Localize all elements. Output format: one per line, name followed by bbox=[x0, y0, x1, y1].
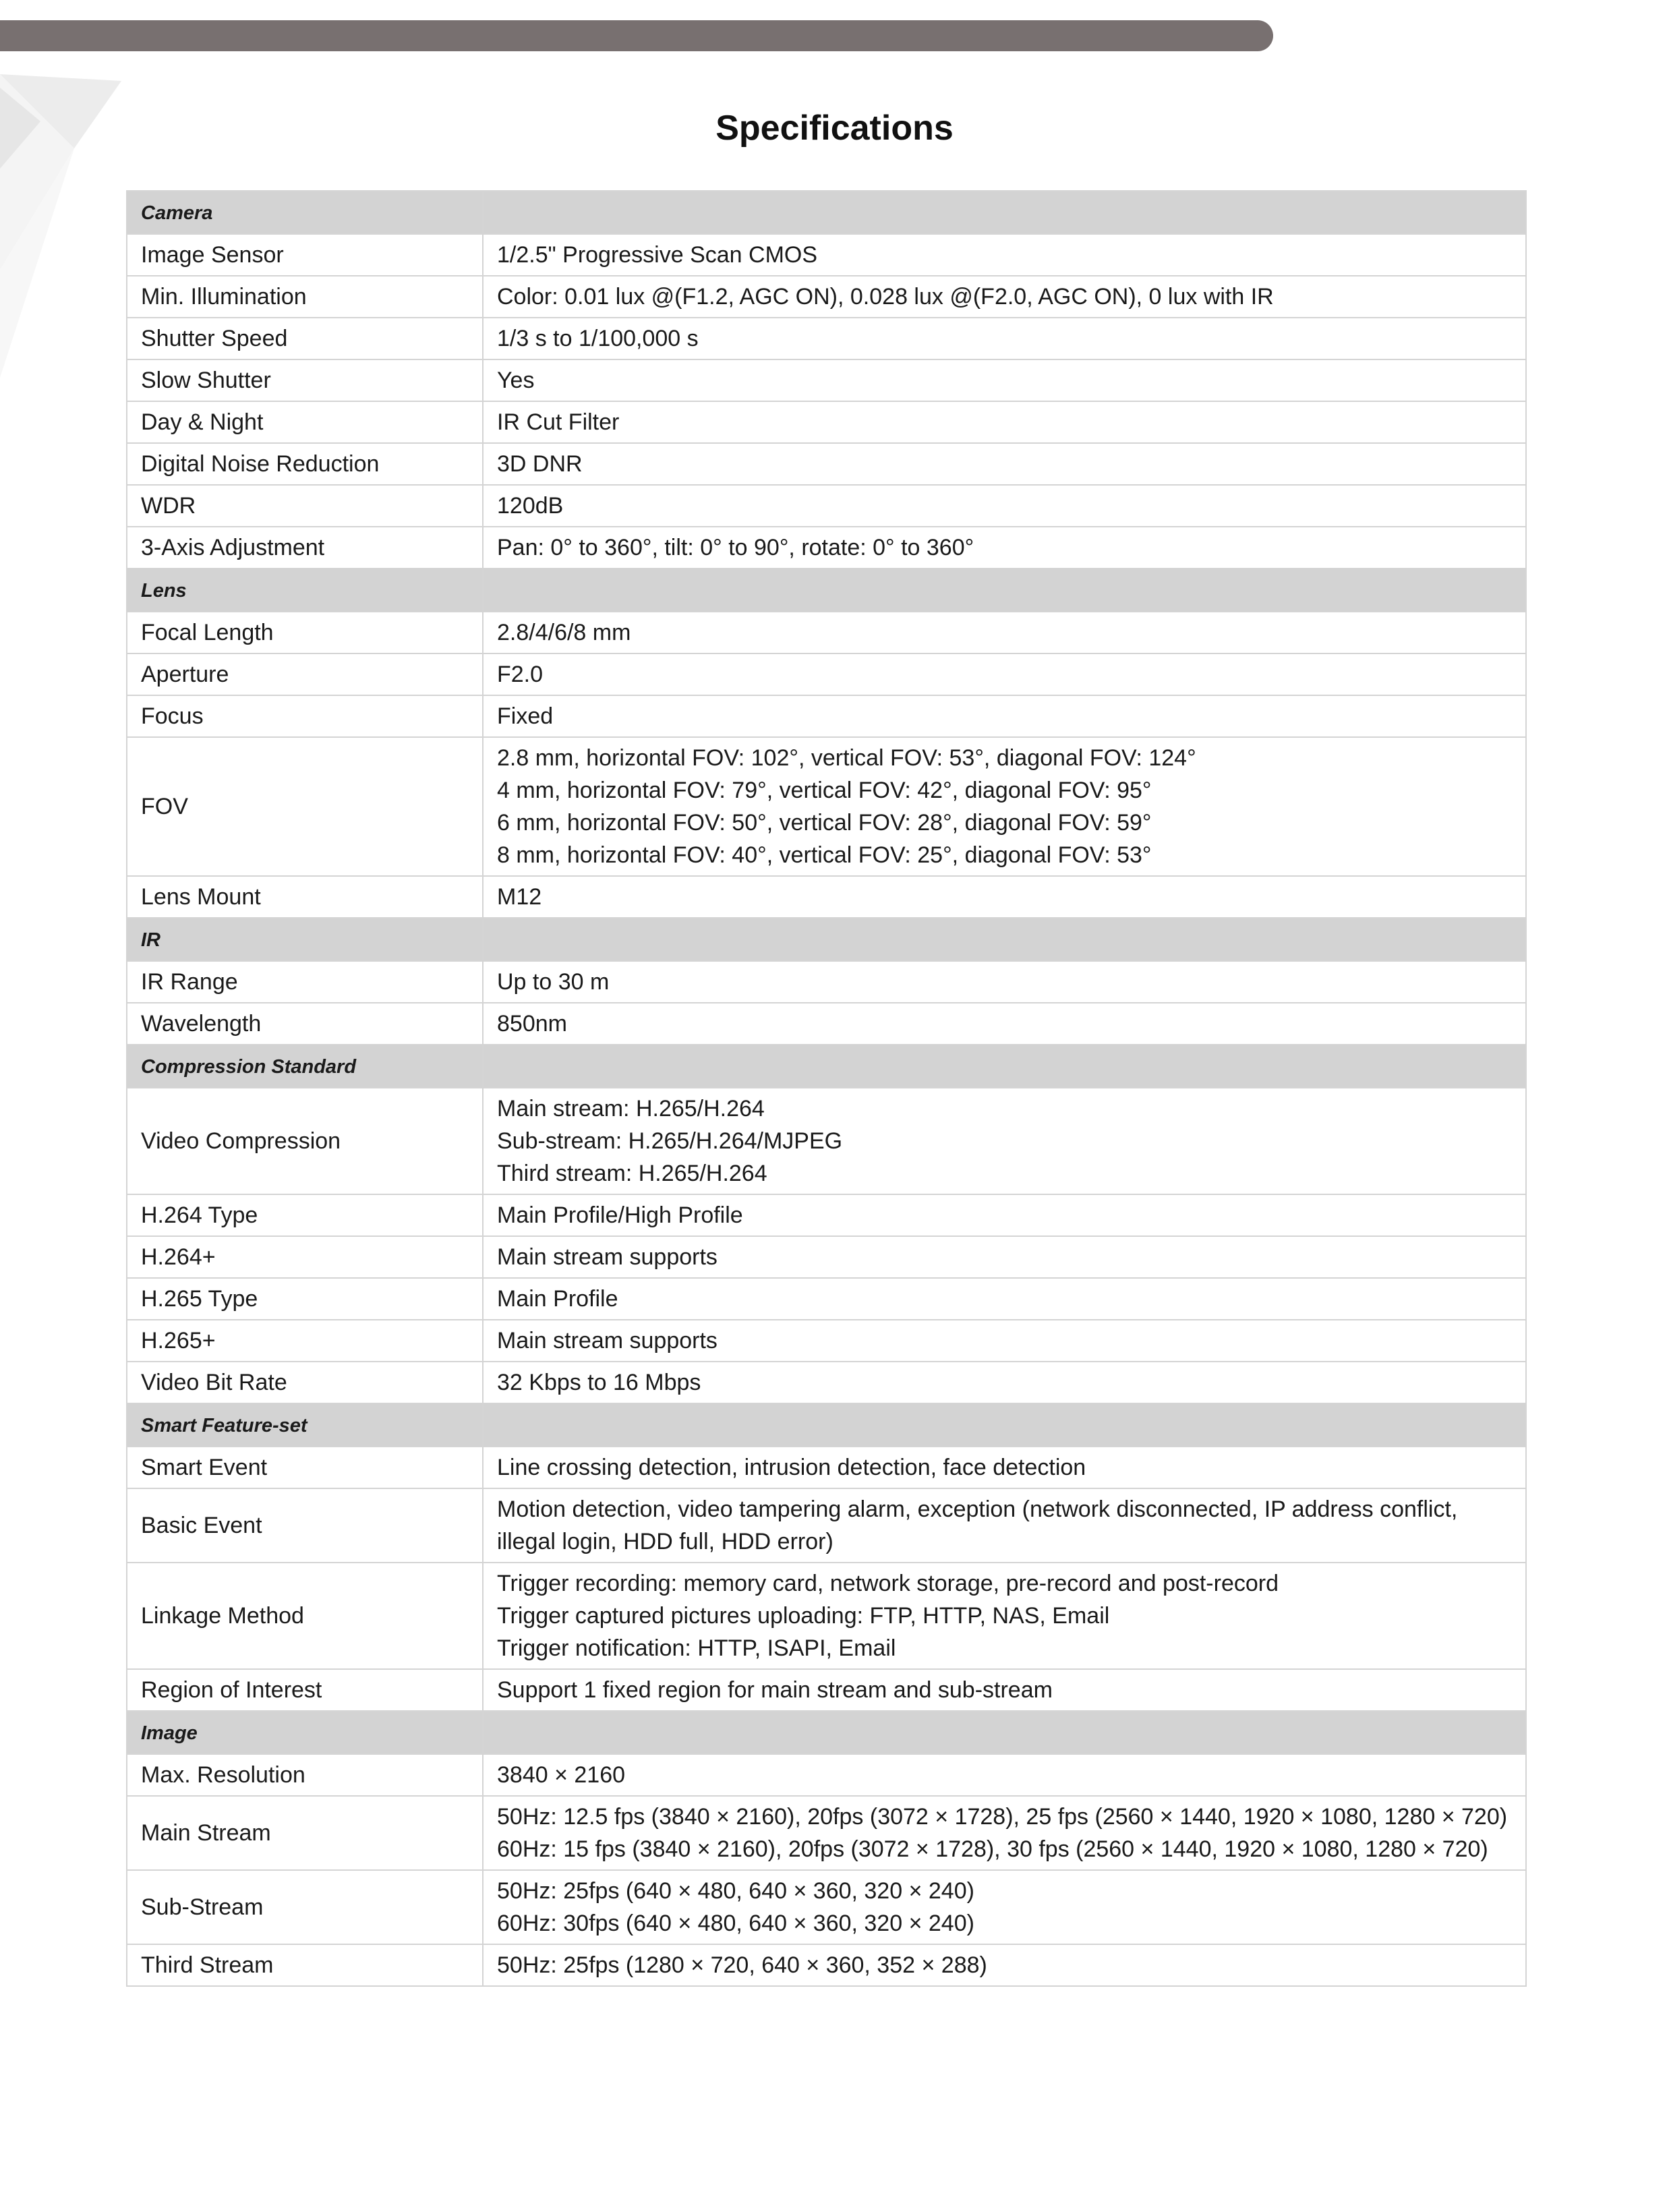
spec-row bbox=[127, 961, 1526, 1003]
section-title: Compression Standard bbox=[127, 1045, 483, 1088]
section-header bbox=[127, 918, 1526, 961]
spec-label: Sub-Stream bbox=[127, 1870, 483, 1944]
spec-row bbox=[127, 1088, 1526, 1194]
spec-label: H.264 Type bbox=[127, 1194, 483, 1236]
section-title: Smart Feature-set bbox=[127, 1403, 483, 1447]
spec-label: Video Bit Rate bbox=[127, 1362, 483, 1403]
spec-value bbox=[483, 359, 1526, 401]
spec-value bbox=[483, 612, 1526, 653]
section-header bbox=[127, 1403, 1526, 1447]
spec-label: Linkage Method bbox=[127, 1563, 483, 1669]
spec-row bbox=[127, 1278, 1526, 1320]
spec-row bbox=[127, 1194, 1526, 1236]
spec-value-line: Motion detection, video tampering alarm, exception (network disconnected, IP address conflict, bbox=[497, 1496, 1458, 1522]
spec-row bbox=[127, 1236, 1526, 1278]
spec-label: Basic Event bbox=[127, 1488, 483, 1563]
spec-value-line: 8 mm, horizontal FOV: 40°, vertical FOV: 25°, diagonal FOV: 53° bbox=[497, 842, 1152, 868]
spec-label: Aperture bbox=[127, 653, 483, 695]
spec-value bbox=[483, 1796, 1526, 1870]
section-title: IR bbox=[127, 918, 483, 961]
spec-value-line: F2.0 bbox=[497, 662, 544, 687]
spec-label: Day & Night bbox=[127, 401, 483, 443]
spec-label: Region of Interest bbox=[127, 1669, 483, 1711]
spec-row bbox=[127, 653, 1526, 695]
spec-label: Max. Resolution bbox=[127, 1754, 483, 1796]
spec-row bbox=[127, 401, 1526, 443]
spec-value bbox=[483, 1003, 1526, 1045]
spec-value bbox=[483, 1278, 1526, 1320]
spec-row bbox=[127, 1362, 1526, 1403]
spec-value bbox=[483, 1236, 1526, 1278]
spec-value bbox=[483, 1754, 1526, 1796]
spec-value-line: 1/3 s to 1/100,000 s bbox=[497, 326, 699, 351]
section-title-filler bbox=[483, 191, 1526, 234]
spec-value-line: 120dB bbox=[497, 493, 564, 519]
spec-label: 3-Axis Adjustment bbox=[127, 527, 483, 569]
spec-label: Lens Mount bbox=[127, 876, 483, 918]
spec-label: Focal Length bbox=[127, 612, 483, 653]
spec-value-line: 3840 × 2160 bbox=[497, 1762, 626, 1788]
spec-value-line: Trigger notification: HTTP, ISAPI, Email bbox=[497, 1635, 896, 1661]
section-header bbox=[127, 1711, 1526, 1754]
spec-value-line: Line crossing detection, intrusion detection, face detection bbox=[497, 1455, 1086, 1480]
section-title: Lens bbox=[127, 569, 483, 612]
spec-value-line: Fixed bbox=[497, 703, 554, 729]
spec-value-line: 32 Kbps to 16 Mbps bbox=[497, 1370, 701, 1395]
spec-label: Digital Noise Reduction bbox=[127, 443, 483, 485]
spec-value bbox=[483, 1194, 1526, 1236]
section-header bbox=[127, 191, 1526, 234]
spec-value bbox=[483, 876, 1526, 918]
spec-row bbox=[127, 1754, 1526, 1796]
spec-value-line: illegal login, HDD full, HDD error) bbox=[497, 1529, 833, 1554]
spec-value-line: Color: 0.01 lux @(F1.2, AGC ON), 0.028 lux @(F2.0, AGC ON), 0 lux with IR bbox=[497, 284, 1274, 310]
spec-row bbox=[127, 737, 1526, 876]
spec-label: Wavelength bbox=[127, 1003, 483, 1045]
spec-value-line: 60Hz: 30fps (640 × 480, 640 × 360, 320 × 240) bbox=[497, 1911, 974, 1936]
spec-value bbox=[483, 1362, 1526, 1403]
spec-label: WDR bbox=[127, 485, 483, 527]
spec-value-line: Pan: 0° to 360°, tilt: 0° to 90°, rotate: 0° to 360° bbox=[497, 535, 974, 560]
spec-value-line: Main stream supports bbox=[497, 1244, 718, 1270]
section-header bbox=[127, 569, 1526, 612]
page-title: Specifications bbox=[715, 109, 954, 148]
spec-row bbox=[127, 1488, 1526, 1563]
spec-row bbox=[127, 1563, 1526, 1669]
spec-value bbox=[483, 318, 1526, 359]
spec-value-line: Main Profile/High Profile bbox=[497, 1202, 743, 1228]
corner-logo-decoration bbox=[0, 47, 135, 384]
spec-label: Shutter Speed bbox=[127, 318, 483, 359]
spec-label: Image Sensor bbox=[127, 234, 483, 276]
header-bar bbox=[0, 20, 1273, 51]
spec-label: Main Stream bbox=[127, 1796, 483, 1870]
spec-label: Min. Illumination bbox=[127, 276, 483, 318]
section-title-filler bbox=[483, 1403, 1526, 1447]
spec-row bbox=[127, 485, 1526, 527]
spec-value-line: Main stream supports bbox=[497, 1328, 718, 1354]
spec-row bbox=[127, 318, 1526, 359]
spec-value bbox=[483, 695, 1526, 737]
spec-value-line: 50Hz: 25fps (640 × 480, 640 × 360, 320 × 240) bbox=[497, 1878, 974, 1904]
spec-value bbox=[483, 961, 1526, 1003]
spec-value bbox=[483, 1563, 1526, 1669]
spec-value-line: 4 mm, horizontal FOV: 79°, vertical FOV: 42°, diagonal FOV: 95° bbox=[497, 778, 1152, 803]
spec-value-line: M12 bbox=[497, 884, 542, 910]
spec-row bbox=[127, 1669, 1526, 1711]
spec-row bbox=[127, 276, 1526, 318]
spec-value-line: Support 1 fixed region for main stream and sub-stream bbox=[497, 1677, 1053, 1703]
section-title: Image bbox=[127, 1711, 483, 1754]
spec-row bbox=[127, 359, 1526, 401]
spec-value-line: 50Hz: 25fps (1280 × 720, 640 × 360, 352 × 288) bbox=[497, 1952, 987, 1978]
spec-row bbox=[127, 527, 1526, 569]
spec-value-line: Trigger recording: memory card, network storage, pre-record and post-record bbox=[497, 1571, 1279, 1596]
spec-label: H.265 Type bbox=[127, 1278, 483, 1320]
section-title-filler bbox=[483, 1045, 1526, 1088]
spec-row bbox=[127, 1870, 1526, 1944]
spec-value-line: Third stream: H.265/H.264 bbox=[497, 1161, 767, 1186]
spec-label: Slow Shutter bbox=[127, 359, 483, 401]
spec-value-line: Yes bbox=[497, 368, 535, 393]
spec-value bbox=[483, 1447, 1526, 1488]
spec-value bbox=[483, 1669, 1526, 1711]
spec-value bbox=[483, 1320, 1526, 1362]
spec-label: Video Compression bbox=[127, 1088, 483, 1194]
spec-label: Focus bbox=[127, 695, 483, 737]
section-title: Camera bbox=[127, 191, 483, 234]
spec-row bbox=[127, 695, 1526, 737]
spec-value bbox=[483, 1488, 1526, 1563]
section-header bbox=[127, 1045, 1526, 1088]
spec-value bbox=[483, 401, 1526, 443]
spec-row bbox=[127, 612, 1526, 653]
spec-value bbox=[483, 1944, 1526, 1986]
spec-value-line: 60Hz: 15 fps (3840 × 2160), 20fps (3072 × 1728), 30 fps (2560 × 1440, 1920 × 1080, 1280 × 720) bbox=[497, 1836, 1488, 1862]
spec-label: H.264+ bbox=[127, 1236, 483, 1278]
spec-row bbox=[127, 1003, 1526, 1045]
spec-value-line: IR Cut Filter bbox=[497, 409, 620, 435]
spec-label: Third Stream bbox=[127, 1944, 483, 1986]
spec-row bbox=[127, 876, 1526, 918]
spec-row bbox=[127, 1944, 1526, 1986]
spec-value-line: 3D DNR bbox=[497, 451, 583, 477]
section-title-filler bbox=[483, 1711, 1526, 1754]
spec-value bbox=[483, 485, 1526, 527]
spec-value-line: 2.8/4/6/8 mm bbox=[497, 620, 631, 645]
spec-value-line: 6 mm, horizontal FOV: 50°, vertical FOV: 28°, diagonal FOV: 59° bbox=[497, 810, 1152, 836]
spec-label: Smart Event bbox=[127, 1447, 483, 1488]
spec-table bbox=[126, 190, 1527, 1987]
spec-value-line: 50Hz: 12.5 fps (3840 × 2160), 20fps (3072 × 1728), 25 fps (2560 × 1440, 1920 × 1080, 1280 × 720) bbox=[497, 1804, 1508, 1830]
spec-value-line: 2.8 mm, horizontal FOV: 102°, vertical FOV: 53°, diagonal FOV: 124° bbox=[497, 745, 1196, 771]
spec-row bbox=[127, 1447, 1526, 1488]
spec-row bbox=[127, 1320, 1526, 1362]
spec-value bbox=[483, 276, 1526, 318]
spec-label: FOV bbox=[127, 737, 483, 876]
spec-value bbox=[483, 443, 1526, 485]
spec-row bbox=[127, 1796, 1526, 1870]
spec-value bbox=[483, 737, 1526, 876]
spec-value-line: 850nm bbox=[497, 1011, 567, 1037]
spec-value bbox=[483, 1870, 1526, 1944]
spec-value-line: Trigger captured pictures uploading: FTP, HTTP, NAS, Email bbox=[497, 1603, 1110, 1629]
spec-value bbox=[483, 1088, 1526, 1194]
spec-value-line: Up to 30 m bbox=[497, 969, 610, 995]
section-title-filler bbox=[483, 918, 1526, 961]
spec-label: H.265+ bbox=[127, 1320, 483, 1362]
spec-value-line: 1/2.5" Progressive Scan CMOS bbox=[497, 242, 818, 268]
spec-label: IR Range bbox=[127, 961, 483, 1003]
section-title-filler bbox=[483, 569, 1526, 612]
spec-value-line: Sub-stream: H.265/H.264/MJPEG bbox=[497, 1128, 843, 1154]
spec-value-line: Main stream: H.265/H.264 bbox=[497, 1096, 765, 1122]
spec-row bbox=[127, 443, 1526, 485]
spec-value bbox=[483, 653, 1526, 695]
spec-value-line: Main Profile bbox=[497, 1286, 618, 1312]
spec-row bbox=[127, 234, 1526, 276]
spec-value bbox=[483, 234, 1526, 276]
spec-value bbox=[483, 527, 1526, 569]
